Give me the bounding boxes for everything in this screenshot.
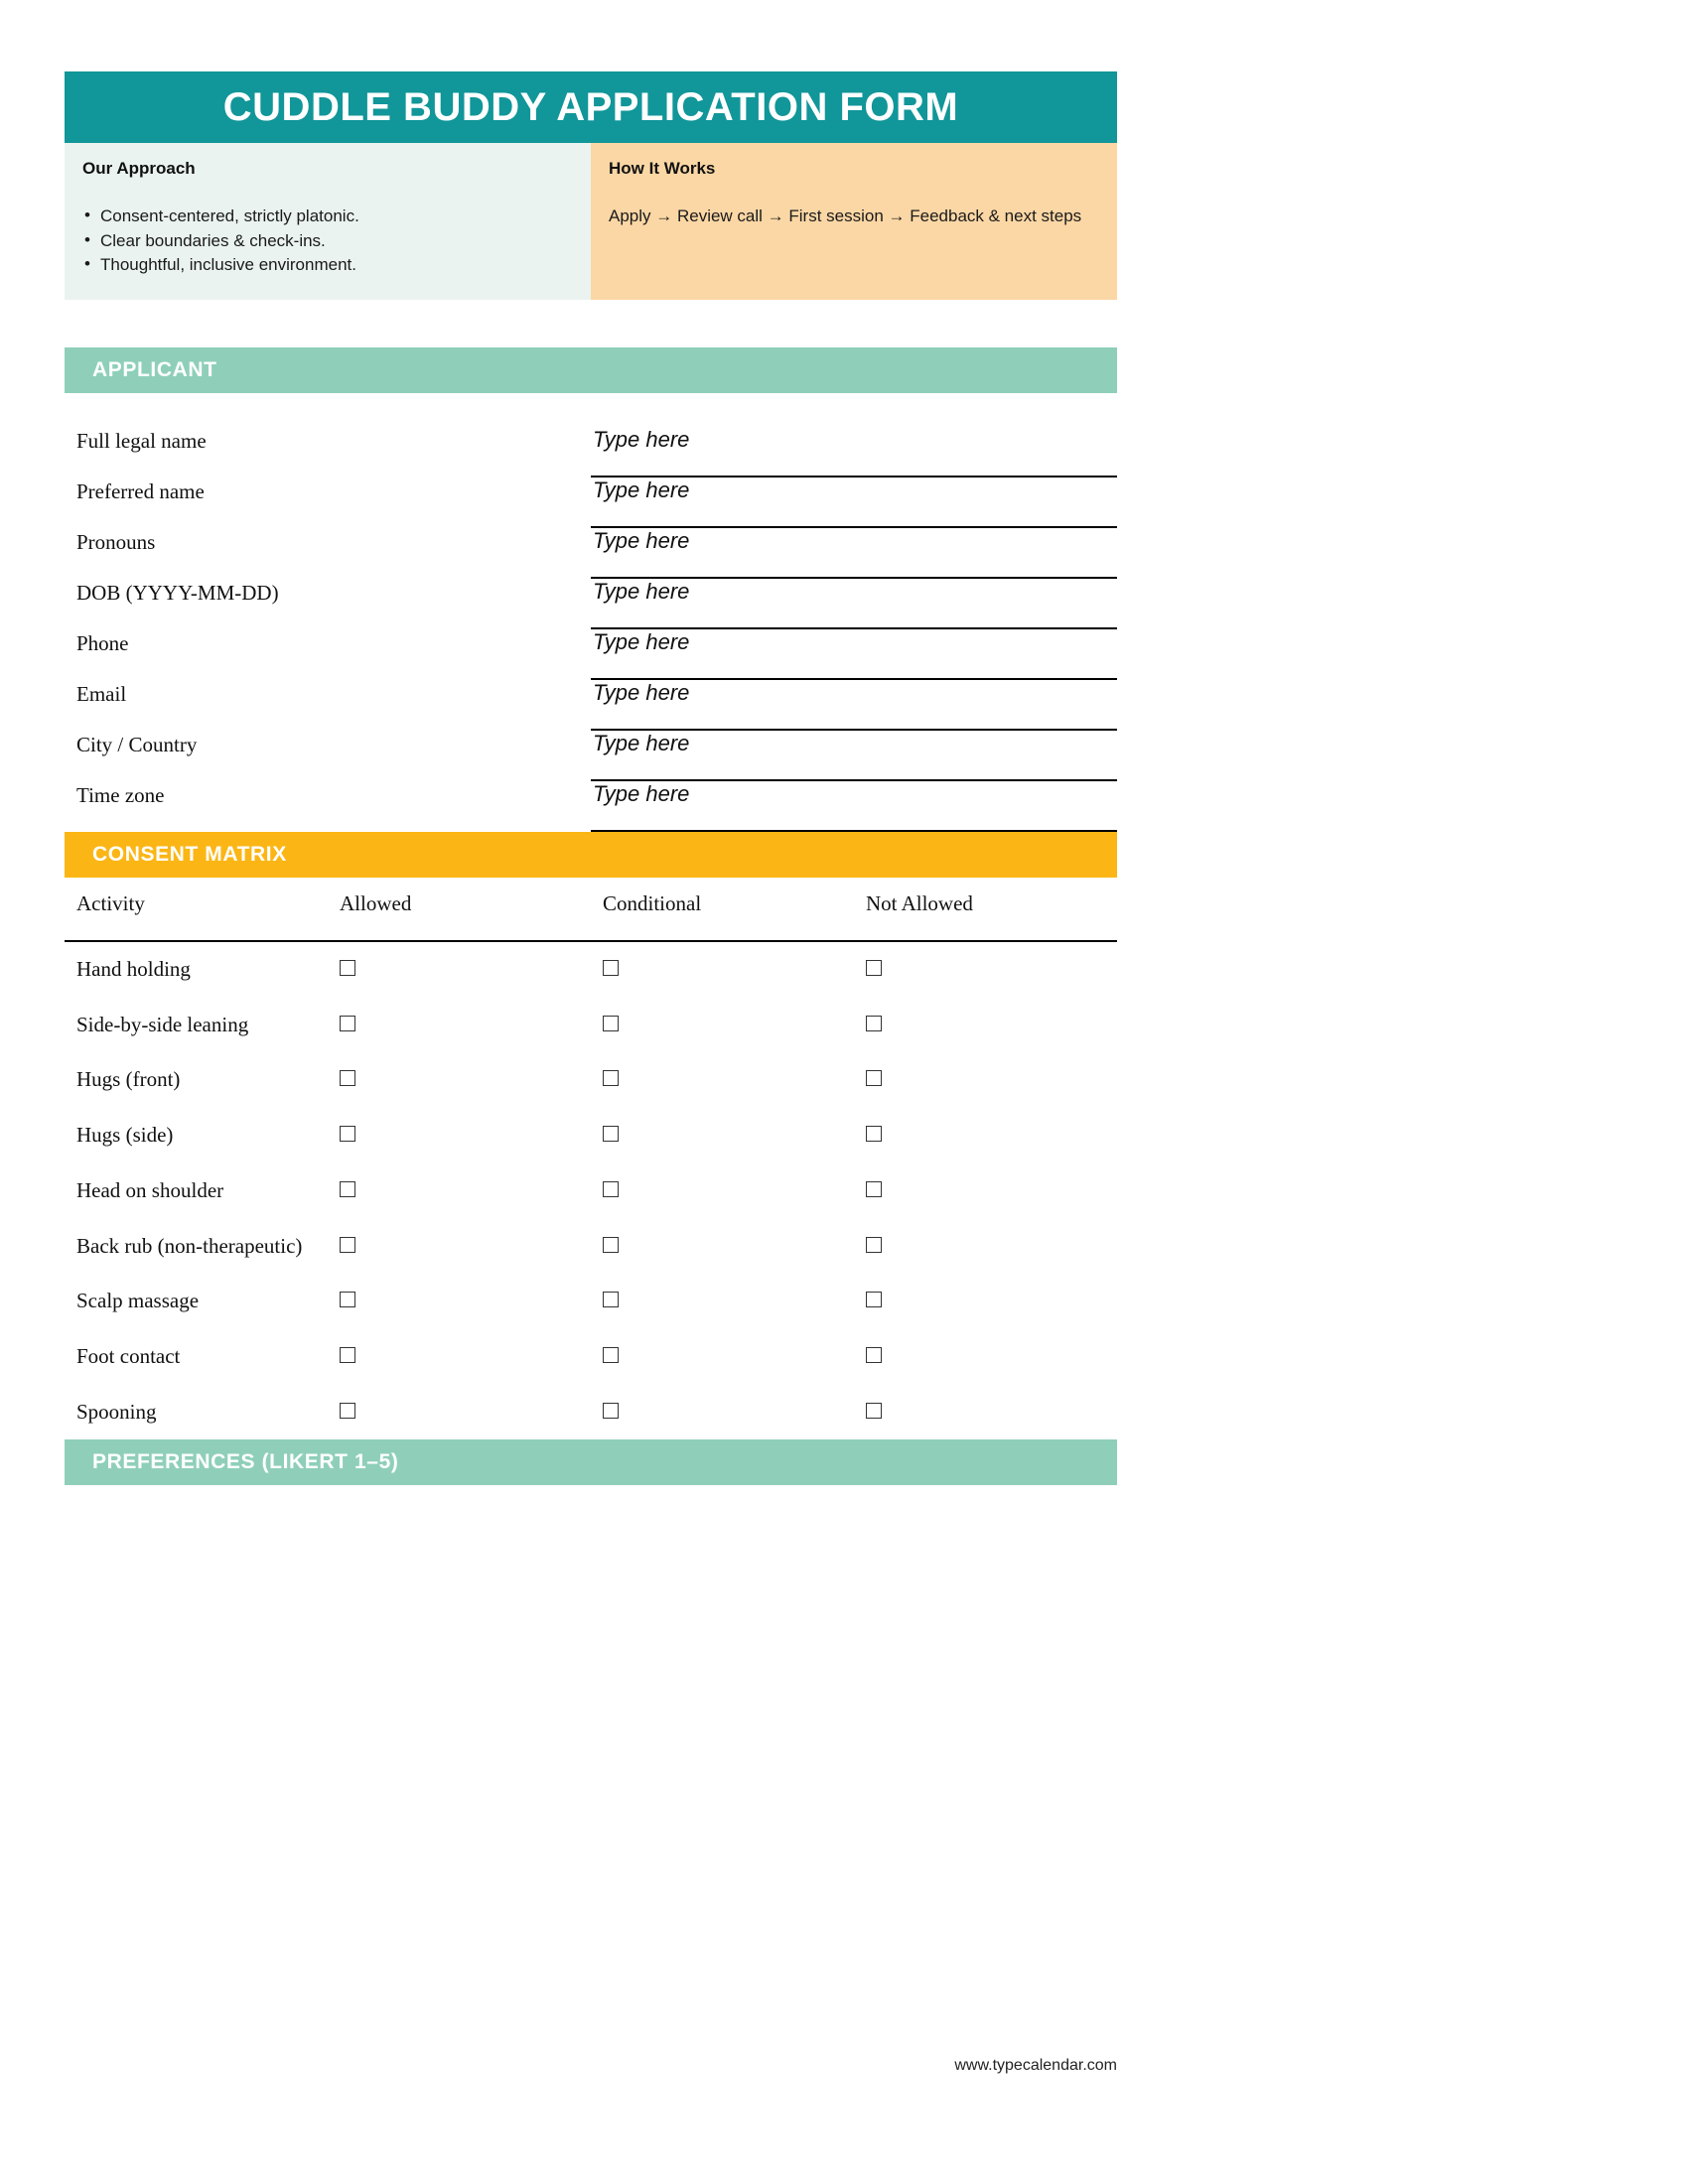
checkbox-icon[interactable]: [603, 1292, 619, 1307]
applicant-field-row: [65, 427, 1117, 478]
consent-checkbox-cell-not-allowed[interactable]: [854, 1329, 1117, 1385]
table-header-row: [65, 878, 1117, 941]
how-it-works-heading: How It Works: [609, 159, 716, 178]
activity-name: Side-by-side leaning: [76, 1012, 249, 1036]
checkbox-icon[interactable]: [340, 1347, 355, 1363]
checkbox-icon[interactable]: [866, 960, 882, 976]
checkbox-icon[interactable]: [340, 1016, 355, 1031]
field-input[interactable]: [591, 781, 1117, 832]
field-input[interactable]: [591, 478, 1117, 528]
field-label: Email: [76, 681, 127, 706]
consent-checkbox-cell-conditional[interactable]: [591, 1385, 854, 1440]
consent-matrix-table: [65, 878, 1117, 1439]
field-input[interactable]: [591, 579, 1117, 629]
applicant-field-row: [65, 528, 1117, 579]
consent-checkbox-cell-conditional[interactable]: [591, 1108, 854, 1163]
checkbox-icon[interactable]: [340, 960, 355, 976]
how-it-works-body: Apply → Review call → First session → Feedback & next steps: [609, 206, 1082, 225]
consent-checkbox-cell-allowed[interactable]: [328, 1163, 591, 1219]
checkbox-icon[interactable]: [603, 1403, 619, 1419]
field-placeholder: Type here: [593, 578, 690, 604]
consent-checkbox-cell-not-allowed[interactable]: [854, 1108, 1117, 1163]
checkbox-icon[interactable]: [603, 1126, 619, 1142]
page-title: CUDDLE BUDDY APPLICATION FORM: [222, 84, 959, 129]
table-row: [65, 1385, 1117, 1440]
field-input[interactable]: [591, 680, 1117, 731]
field-label: Full legal name: [76, 428, 207, 453]
field-label: DOB (YYYY-MM-DD): [76, 580, 279, 605]
consent-checkbox-cell-conditional[interactable]: [591, 1052, 854, 1108]
consent-checkbox-cell-allowed[interactable]: [328, 1108, 591, 1163]
consent-checkbox-cell-not-allowed[interactable]: [854, 1052, 1117, 1108]
page-margin-right: [1182, 0, 1688, 2184]
field-input[interactable]: [591, 528, 1117, 579]
checkbox-icon[interactable]: [866, 1181, 882, 1197]
field-label: City / Country: [76, 732, 198, 756]
consent-checkbox-cell-not-allowed[interactable]: [854, 1274, 1117, 1329]
applicant-field-list: [65, 427, 1117, 832]
spacer: [65, 393, 1117, 427]
applicant-field-row: [65, 781, 1117, 832]
field-placeholder: Type here: [593, 730, 690, 755]
field-placeholder: Type here: [593, 679, 690, 705]
checkbox-icon[interactable]: [603, 1237, 619, 1253]
activity-name: Foot contact: [76, 1343, 181, 1368]
column-header-not-allowed: Not Allowed: [854, 878, 1117, 941]
table-row: [65, 1329, 1117, 1385]
section-header-consent-matrix: [65, 832, 1117, 878]
checkbox-icon[interactable]: [340, 1403, 355, 1419]
consent-checkbox-cell-conditional[interactable]: [591, 1219, 854, 1275]
checkbox-icon[interactable]: [603, 1016, 619, 1031]
consent-checkbox-cell-not-allowed[interactable]: [854, 1385, 1117, 1440]
column-header-activity: Activity: [65, 878, 328, 941]
table-row: [65, 1108, 1117, 1163]
checkbox-icon[interactable]: [603, 960, 619, 976]
checkbox-icon[interactable]: [866, 1347, 882, 1363]
consent-checkbox-cell-not-allowed[interactable]: [854, 1163, 1117, 1219]
document-title-bar: [65, 71, 1117, 143]
section-label: APPLICANT: [92, 357, 217, 381]
field-label: Time zone: [76, 782, 165, 807]
applicant-field-row: [65, 579, 1117, 629]
table-row: [65, 998, 1117, 1053]
consent-checkbox-cell-conditional[interactable]: [591, 998, 854, 1053]
section-header-preferences: [65, 1439, 1117, 1485]
table-row: [65, 1052, 1117, 1108]
section-header-applicant: [65, 347, 1117, 393]
activity-name: Back rub (non-therapeutic): [76, 1233, 303, 1258]
intro-panels: [65, 143, 1117, 300]
checkbox-icon[interactable]: [866, 1292, 882, 1307]
activity-name: Hugs (front): [76, 1067, 181, 1092]
list-item: • Clear boundaries & check-ins.: [82, 229, 573, 254]
checkbox-icon[interactable]: [340, 1237, 355, 1253]
consent-checkbox-cell-allowed[interactable]: [328, 998, 591, 1053]
applicant-field-row: [65, 731, 1117, 781]
consent-checkbox-cell-conditional[interactable]: [591, 941, 854, 998]
spacer: [65, 300, 1117, 347]
table-row: [65, 941, 1117, 998]
field-label: Preferred name: [76, 478, 205, 503]
checkbox-icon[interactable]: [866, 1070, 882, 1086]
activity-name: Hand holding: [76, 956, 191, 981]
our-approach-panel: [65, 143, 591, 300]
consent-checkbox-cell-allowed[interactable]: [328, 1219, 591, 1275]
activity-name: Head on shoulder: [76, 1177, 224, 1202]
table-row: [65, 1219, 1117, 1275]
checkbox-icon[interactable]: [340, 1181, 355, 1197]
checkbox-icon[interactable]: [866, 1403, 882, 1419]
list-item: • Consent-centered, strictly platonic.: [82, 205, 573, 229]
activity-name: Spooning: [76, 1399, 157, 1424]
consent-checkbox-cell-not-allowed[interactable]: [854, 941, 1117, 998]
list-item: • Thoughtful, inclusive environment.: [82, 253, 573, 278]
consent-checkbox-cell-allowed[interactable]: [328, 941, 591, 998]
footer-watermark: www.typecalendar.com: [954, 2057, 1117, 2074]
consent-checkbox-cell-conditional[interactable]: [591, 1163, 854, 1219]
our-approach-list: [82, 205, 573, 278]
field-input[interactable]: [591, 427, 1117, 478]
applicant-field-row: [65, 680, 1117, 731]
checkbox-icon[interactable]: [340, 1126, 355, 1142]
checkbox-icon[interactable]: [603, 1181, 619, 1197]
field-placeholder: Type here: [593, 477, 690, 502]
consent-checkbox-cell-conditional[interactable]: [591, 1274, 854, 1329]
consent-matrix-body: [65, 941, 1117, 1439]
section-label: PREFERENCES (LIKERT 1–5): [92, 1450, 399, 1474]
section-label: CONSENT MATRIX: [92, 842, 287, 866]
field-input[interactable]: [591, 731, 1117, 781]
checkbox-icon[interactable]: [866, 1126, 882, 1142]
consent-checkbox-cell-allowed[interactable]: [328, 1329, 591, 1385]
table-row: [65, 1274, 1117, 1329]
field-placeholder: Type here: [593, 628, 690, 654]
checkbox-icon[interactable]: [603, 1070, 619, 1086]
column-header-conditional: Conditional: [591, 878, 854, 941]
activity-name: Hugs (side): [76, 1123, 174, 1148]
field-label: Phone: [76, 630, 129, 655]
applicant-field-row: [65, 478, 1117, 528]
checkbox-icon[interactable]: [866, 1016, 882, 1031]
field-underline: [591, 830, 1117, 832]
consent-checkbox-cell-allowed[interactable]: [328, 1385, 591, 1440]
checkbox-icon[interactable]: [340, 1292, 355, 1307]
table-row: [65, 1163, 1117, 1219]
consent-checkbox-cell-allowed[interactable]: [328, 1274, 591, 1329]
applicant-field-row: [65, 629, 1117, 680]
consent-checkbox-cell-not-allowed[interactable]: [854, 1219, 1117, 1275]
consent-checkbox-cell-not-allowed[interactable]: [854, 998, 1117, 1053]
field-placeholder: Type here: [593, 426, 690, 452]
consent-checkbox-cell-conditional[interactable]: [591, 1329, 854, 1385]
checkbox-icon[interactable]: [340, 1070, 355, 1086]
checkbox-icon[interactable]: [866, 1237, 882, 1253]
field-label: Pronouns: [76, 529, 156, 554]
column-header-allowed: Allowed: [328, 878, 591, 941]
checkbox-icon[interactable]: [603, 1347, 619, 1363]
field-placeholder: Type here: [593, 527, 690, 553]
field-placeholder: Type here: [593, 780, 690, 806]
field-input[interactable]: [591, 629, 1117, 680]
consent-checkbox-cell-allowed[interactable]: [328, 1052, 591, 1108]
document-content: [65, 0, 1117, 1485]
how-it-works-panel: [591, 143, 1117, 300]
our-approach-heading: Our Approach: [82, 159, 196, 178]
activity-name: Scalp massage: [76, 1289, 200, 1313]
